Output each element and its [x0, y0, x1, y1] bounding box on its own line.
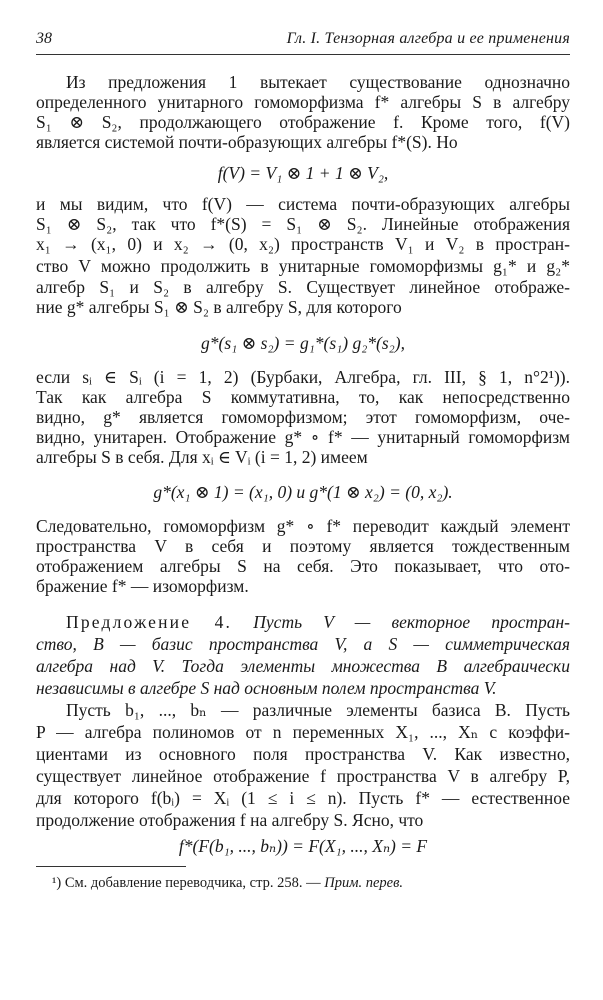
text-line: циентами из основного поля пространства V. Как известно, — [36, 744, 570, 764]
footnote-marker: ¹) — [52, 875, 62, 891]
footnote-rule — [36, 866, 186, 867]
text-line: бражение f* — изоморфизм. — [36, 576, 249, 596]
proposition-text: Пусть V — векторное простран- — [253, 612, 570, 632]
text-line: продолжение отображения f на алгебру S. Ясно, что — [36, 810, 424, 830]
text-line: если sᵢ ∈ Sᵢ (i = 1, 2) (Бурбаки, Алгебра, гл. III, § 1, n°2¹)). — [36, 367, 570, 387]
footnote-note: Прим. перев. — [324, 875, 404, 891]
proposition-label: Предложение 4. — [66, 612, 233, 632]
text-line: S₁ ⊗ S₂, продолжающего отображение f. Кроме того, f(V) — [36, 112, 570, 132]
display-formula: f(V) = V₁ ⊗ 1 + 1 ⊗ V₂, — [217, 163, 389, 183]
text-line: отображением алгебры S на себя. Это показывает, что ото- — [36, 556, 570, 576]
text-line: P — алгебра полиномов от n переменных X₁, ..., Xₙ с коэффи- — [36, 722, 570, 742]
text-line: и мы видим, что f(V) — система почти-образующих алгебры — [36, 194, 570, 214]
text-line: пространства V в себя и поэтому является тождественным — [36, 536, 570, 556]
text-line: видно, унитарен. Отображение g* ∘ f* — унитарный гомоморфизм — [36, 427, 570, 447]
display-formula: f*(F(b₁, ..., bₙ)) = F(X₁, ..., Xₙ) = F — [178, 836, 428, 856]
text-line: Пусть b₁, ..., bₙ — различные элементы базиса B. Пусть — [66, 700, 570, 720]
chapter-title: Гл. I. Тензорная алгебра и ее применения — [286, 30, 570, 47]
text-line: видно, g* является гомоморфизмом; этот гомоморфизм, оче- — [36, 407, 570, 427]
proposition-text: ство, B — базис пространства V, а S — симметрическая — [36, 634, 570, 654]
text-line: S₁ ⊗ S₂, так что f*(S) = S₁ ⊗ S₂. Линейные отображения — [36, 214, 570, 234]
proposition-text: независимы в алгебре S над основным полем пространства V. — [36, 678, 497, 698]
text-line: Следовательно, гомоморфизм g* ∘ f* переводит каждый элемент — [36, 516, 570, 536]
proposition-text: алгебра над V. Тогда элементы множества B алгебраически — [36, 656, 570, 676]
text-line: ние g* алгебры S₁ ⊗ S₂ в алгебру S, для которого — [36, 297, 402, 317]
header-rule — [36, 54, 570, 55]
proposition-heading — [66, 612, 570, 632]
text-line: Из предложения 1 вытекает существование однозначно — [66, 72, 570, 92]
text-line: алгебры S в себя. Для xᵢ ∈ Vᵢ (i = 1, 2) имеем — [36, 447, 368, 467]
text-line: существует линейное отображение f пространства V в алгебру P, — [36, 766, 570, 786]
footnote-text: См. добавление переводчика, стр. 258. — — [64, 875, 321, 891]
footnote — [52, 874, 572, 892]
text-line: определенного унитарного гомоморфизма f* алгебры S в алгебру — [36, 92, 570, 112]
text-line: для которого f(bᵢ) = Xᵢ (1 ≤ i ≤ n). Пусть f* — естественное — [36, 788, 570, 808]
text-line: является системой почти-образующих алгебры f*(S). Но — [36, 132, 458, 152]
running-head — [36, 30, 570, 52]
text-line: Так как алгебра S коммутативна, то, как непосредственно — [36, 387, 570, 407]
text-line: алгебр S₁ и S₂ в алгебру S. Существует линейное отображе- — [36, 277, 570, 297]
display-formula: g*(x₁ ⊗ 1) = (x₁, 0) и g*(1 ⊗ x₂) = (0, x₂). — [153, 482, 453, 502]
page-number: 38 — [36, 30, 52, 47]
text-line: x₁ → (x₁, 0) и x₂ → (0, x₂) пространств V₁ и V₂ в простран- — [36, 234, 570, 254]
text-line: ство V можно продолжить в унитарные гомоморфизмы g₁* и g₂* — [36, 256, 570, 276]
display-formula: g*(s₁ ⊗ s₂) = g₁*(s₁) g₂*(s₂), — [201, 333, 405, 353]
